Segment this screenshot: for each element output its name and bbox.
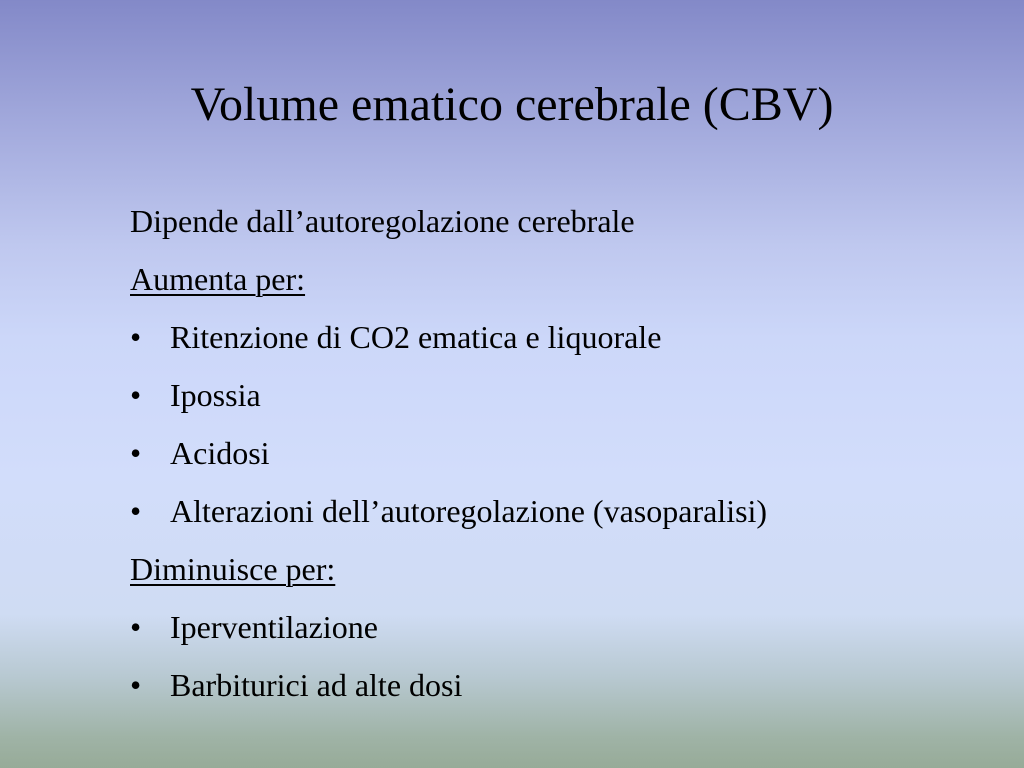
bullet-icon: • xyxy=(130,609,142,645)
decrease-heading: Diminuisce per: xyxy=(130,551,336,587)
list-item-text: Ipossia xyxy=(170,377,261,413)
bullet-icon: • xyxy=(130,667,142,703)
list-item-text: Acidosi xyxy=(170,435,270,471)
slide-title: Volume ematico cerebrale (CBV) xyxy=(190,78,834,131)
slide-body xyxy=(130,192,990,714)
bullet-icon: • xyxy=(130,319,142,355)
bullet-icon: • xyxy=(130,435,142,471)
intro-text: Dipende dall’autoregolazione cerebrale xyxy=(130,203,635,239)
list-item xyxy=(130,424,990,482)
list-item xyxy=(130,598,990,656)
list-item xyxy=(130,366,990,424)
decrease-section xyxy=(130,540,990,598)
list-item-text: Iperventilazione xyxy=(170,609,378,645)
list-item xyxy=(130,482,990,540)
bullet-icon: • xyxy=(130,377,142,413)
increase-heading: Aumenta per: xyxy=(130,261,306,297)
list-item-text: Alterazioni dell’autoregolazione (vasoparalisi) xyxy=(170,493,768,529)
increase-section xyxy=(130,250,990,308)
list-item xyxy=(130,656,990,714)
list-item xyxy=(130,308,990,366)
list-item-text: Barbiturici ad alte dosi xyxy=(170,667,463,703)
bullet-icon: • xyxy=(130,493,142,529)
list-item-text: Ritenzione di CO2 ematica e liquorale xyxy=(170,319,662,355)
